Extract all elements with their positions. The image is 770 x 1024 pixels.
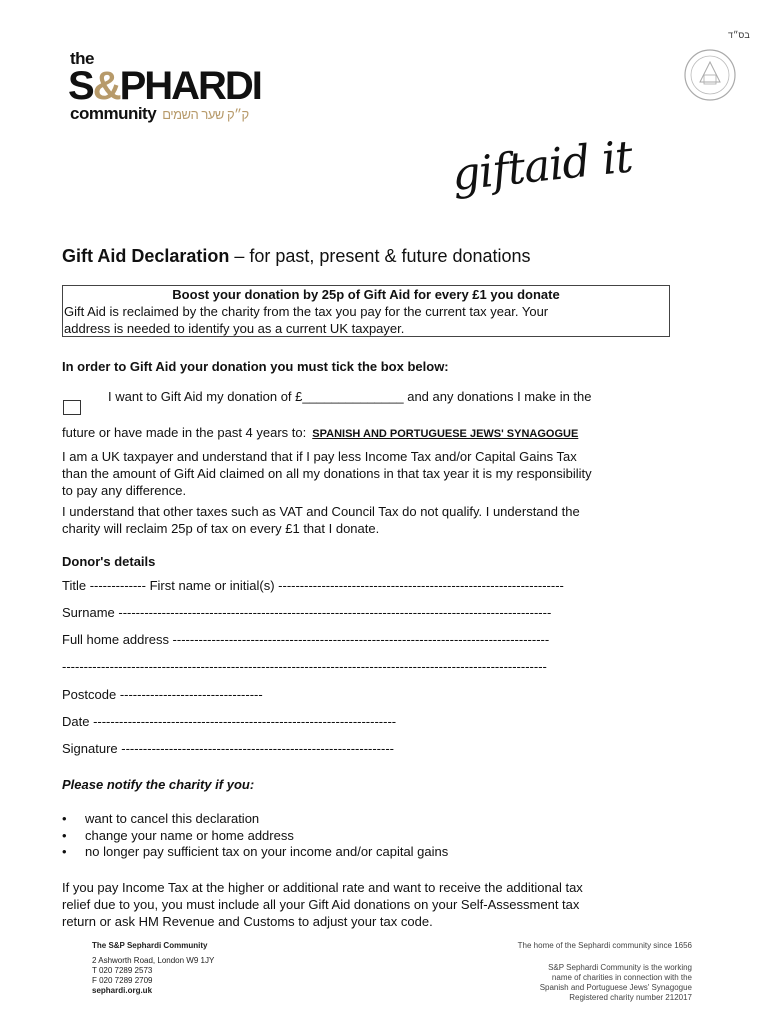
synagogue-seal-icon bbox=[683, 48, 737, 102]
footer-tagline: The home of the Sephardi community since 1656 bbox=[517, 941, 692, 950]
notify-heading: Please notify the charity if you: bbox=[62, 777, 255, 792]
footer-contact bbox=[92, 941, 214, 996]
list-item: • no longer pay sufficient tax on your income and/or capital gains bbox=[62, 844, 448, 861]
higher-rate-paragraph: If you pay Income Tax at the higher or additional rate and want to receive the additional tax relief due to you, you must include all your Gift Aid donations on your Self-Assessment tax return or ask HM Revenue and Customs to adjust your tax code. bbox=[62, 880, 583, 929]
charity-name: SPANISH AND PORTUGUESE JEWS' SYNAGOGUE bbox=[312, 428, 579, 440]
postcode-field[interactable]: Postcode --------------------------------- bbox=[62, 687, 263, 702]
boost-box bbox=[62, 285, 670, 337]
footer-tel: T 020 7289 2573 bbox=[92, 966, 153, 975]
notify-list bbox=[62, 811, 448, 861]
address-field[interactable]: Full home address --------------------------------------------------------------------------------------- bbox=[62, 632, 550, 647]
sephardi-logo bbox=[70, 50, 261, 123]
footer-org: The S&P Sephardi Community bbox=[92, 941, 208, 950]
signature-field[interactable]: Signature --------------------------------------------------------------- bbox=[62, 741, 394, 756]
boost-heading: Boost your donation by 25p of Gift Aid for every £1 you donate bbox=[172, 287, 560, 302]
gift-aid-logo: giftaid it bbox=[449, 131, 635, 201]
pledge-line-2: future or have made in the past 4 years to: SPANISH AND PORTUGUESE JEWS' SYNAGOGUE bbox=[62, 425, 579, 440]
footer-website-link[interactable]: sephardi.org.uk bbox=[92, 986, 153, 995]
logo-the: the bbox=[70, 49, 94, 68]
donor-heading: Donor's details bbox=[62, 554, 156, 569]
boost-line-2: address is needed to identify you as a current UK taxpayer. bbox=[64, 321, 405, 336]
address-field-2[interactable]: ---------------------------------------------------------------------------------------------------------------- bbox=[62, 659, 547, 674]
declaration-paragraph-1: I am a UK taxpayer and understand that if I pay less Income Tax and/or Capital Gains Tax than the amount of Gift Aid claimed on all my donations in that tax year it is my responsibility to pay any difference. bbox=[62, 449, 592, 498]
logo-hebrew: ק״ק שער השמים bbox=[162, 107, 249, 122]
page-title: Gift Aid Declaration – for past, present & future donations bbox=[62, 246, 531, 266]
bsd-mark: בס״ד bbox=[728, 30, 750, 40]
instruction: In order to Gift Aid your donation you must tick the box below: bbox=[62, 359, 449, 374]
boost-line-1: Gift Aid is reclaimed by the charity from the tax you pay for the current tax year. Your bbox=[64, 304, 549, 319]
logo-community: community ק״ק שער השמים bbox=[70, 104, 249, 123]
footer-legal: The home of the Sephardi community since 1656 S&P Sephardi Community is the working name of charities in connection with the Spanish and Portuguese Jews' Synagogue Registered charity number 212017 bbox=[470, 941, 692, 1003]
list-item: • change your name or home address bbox=[62, 828, 448, 845]
footer-address: 2 Ashworth Road, London W9 1JY bbox=[92, 956, 215, 965]
surname-field[interactable]: Surname ---------------------------------------------------------------------------------------------------- bbox=[62, 605, 552, 620]
date-field[interactable]: Date ---------------------------------------------------------------------- bbox=[62, 714, 397, 729]
footer-fax: F 020 7289 2709 bbox=[92, 976, 153, 985]
title-name-field[interactable]: Title ------------- First name or initial(s) ------------------------------------------------------------------ bbox=[62, 578, 564, 593]
logo-sephardi: S&PHARDI bbox=[68, 64, 261, 108]
pledge-line-1: I want to Gift Aid my donation of £______________ and any donations I make in the bbox=[108, 389, 592, 404]
declaration-paragraph-2: I understand that other taxes such as VAT and Council Tax do not qualify. I understand the charity will reclaim 25p of tax on every £1 that I donate. bbox=[62, 504, 580, 536]
list-item: • want to cancel this declaration bbox=[62, 811, 448, 828]
gift-aid-checkbox[interactable] bbox=[63, 400, 81, 415]
